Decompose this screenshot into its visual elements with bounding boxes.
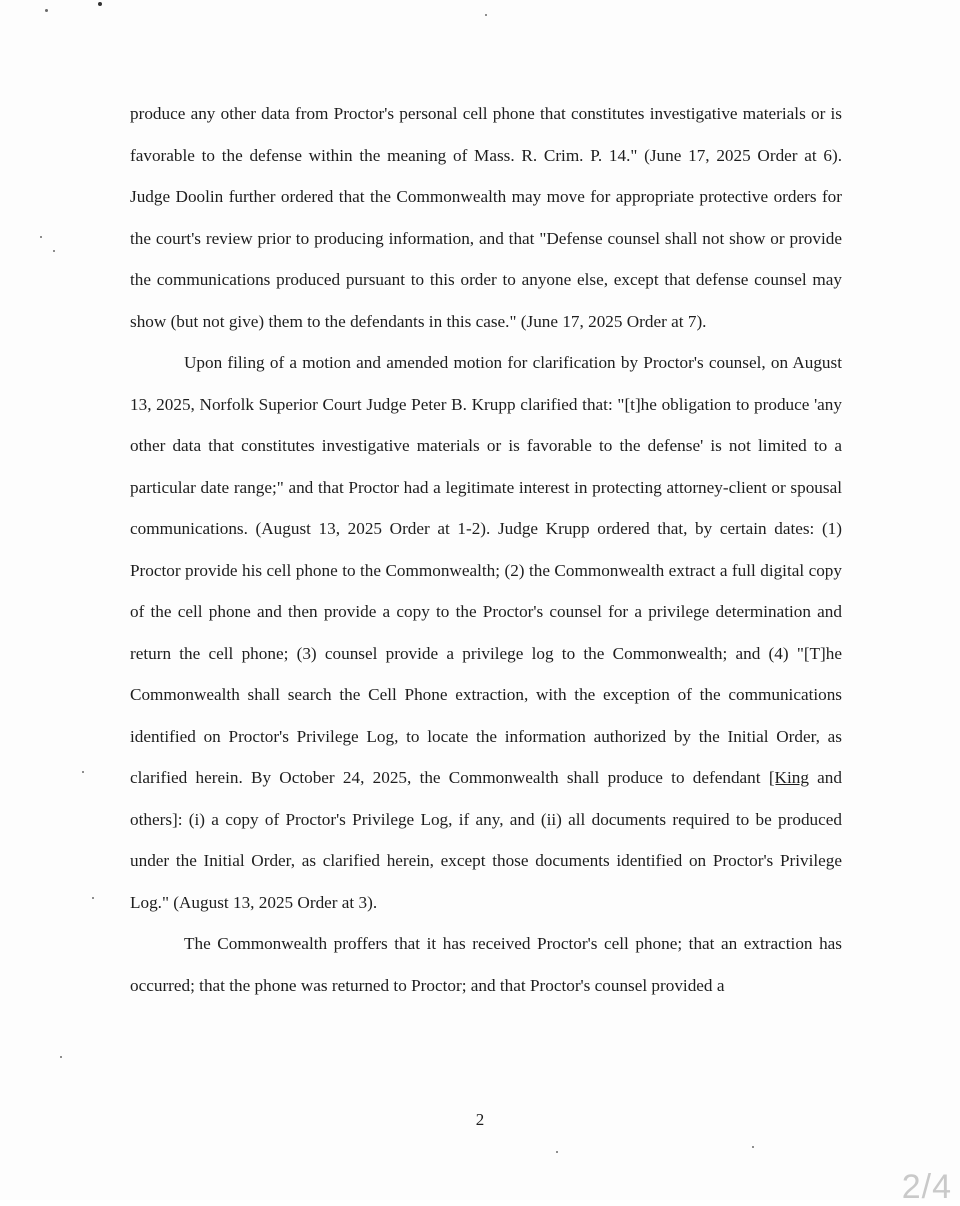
text-segment: The Commonwealth proffers that it has received Proctor's cell phone; that an extraction has occurred; that the phone was returned to Proctor; and that Proctor's counsel provided a — [130, 934, 842, 995]
page-counter: 2/4 — [901, 1168, 952, 1206]
scan-speck — [82, 771, 84, 773]
text-segment: produce any other data from Proctor's personal cell phone that constitutes investigative materials or is favorable to the defense within the meaning of Mass. R. Crim. P. 14." (June 17, 2025 Order at 6). Judge Doolin further ordered that the Commonwealth may move for appropriate protective orders for the court's review prior to producing information, and that "Defense counsel shall not show or provide the communications produced pursuant to this order to anyone else, except that defense counsel may show (but not give) them to the defendants in this case." (June 17, 2025 Order at 7). — [130, 104, 842, 331]
paragraph-3 — [130, 923, 842, 1006]
scan-speck — [556, 1151, 558, 1153]
text-segment: and others]: (i) a copy of Proctor's Privilege Log, if any, and (ii) all documents required to be produced under the Initial Order, as clarified herein, except those documents identified on Proctor's Privilege Log." (August 13, 2025 Order at 3). — [130, 768, 842, 912]
scan-speck — [98, 2, 102, 6]
scan-speck — [92, 897, 94, 899]
text-segment: Upon filing of a motion and amended motion for clarification by Proctor's counsel, on August 13, 2025, Norfolk Superior Court Judge Peter B. Krupp clarified that: "[t]he obligation to produce 'any other data that constitutes investigative materials or is favorable to the defense' is not limited to a particular date range;" and that Proctor had a legitimate interest in protecting attorney-client or spousal communications. (August 13, 2025 Order at 1-2). Judge Krupp ordered that, by certain dates: (1) Proctor provide his cell phone to the Commonwealth; (2) the Commonwealth extract a full digital copy of the cell phone and then provide a copy to the Proctor's counsel for a privilege determination and return the cell phone; (3) counsel provide a privilege log to the Commonwealth; and (4) "[T]he Commonwealth shall search the Cell Phone extraction, with the exception of the communications identified on Proctor's Privilege Log, to locate the information authorized by the Initial Order, as clarified herein. By October 24, 2025, the Commonwealth shall produce to defendant — [130, 353, 842, 787]
scan-speck — [45, 9, 48, 12]
scan-speck — [40, 236, 42, 238]
underlined-case-name: [King — [768, 768, 809, 787]
scan-speck — [60, 1056, 62, 1058]
paragraph-2 — [130, 342, 842, 923]
paragraph-1 — [130, 93, 842, 342]
scan-speck — [752, 1146, 754, 1148]
scan-speck — [485, 14, 487, 16]
page-number: 2 — [475, 1110, 485, 1129]
document-body — [130, 93, 842, 1006]
scan-speck — [53, 250, 55, 252]
